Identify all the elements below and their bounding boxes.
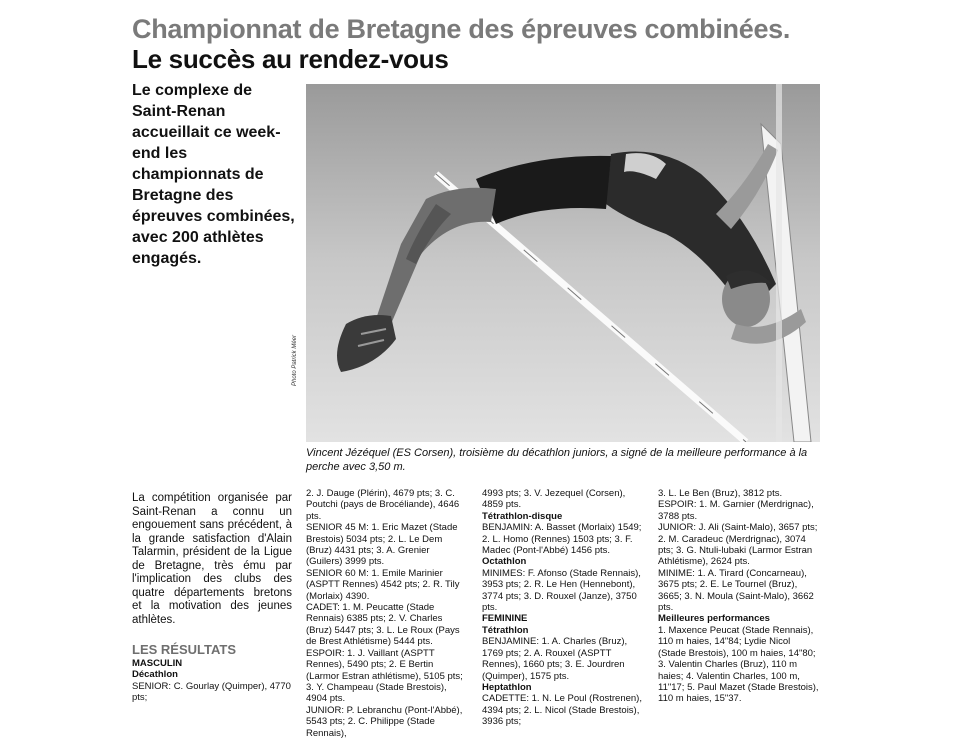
result-line: MINIMES: F. Afonso (Stade Rennais), 3953 pts; 2. R. Le Hen (Hennebont), 3774 pts; 3. D. Rouxel (Janze), 3750 pts. bbox=[482, 567, 641, 614]
results-column-3 bbox=[482, 488, 644, 728]
photo-caption: Vincent Jézéquel (ES Corsen), troisième du décathlon juniors, a signé de la meilleure performance à la perche avec 3,50 m. bbox=[306, 447, 808, 473]
result-line: 2. J. Dauge (Plérin), 4679 pts; 3. C. Poutchi (pays de Brocéliande), 4646 pts. bbox=[306, 488, 460, 522]
result-line: ESPOIR: 1. M. Garnier (Merdrignac), 3788 pts. bbox=[658, 499, 814, 522]
result-line: 4993 pts; 3. V. Jezequel (Corsen), 4859 pts. bbox=[482, 488, 626, 511]
headline-kicker: Championnat de Bretagne des épreuves combinées. bbox=[132, 14, 791, 44]
results-column-4 bbox=[658, 488, 820, 705]
lead-paragraph: La compétition organisée par Saint-Renan a connu un engouement sans précédent, à la grande satisfaction d'Alain Talarmin, président de la Ligue de Bretagne, très ému par l'implication des clubs des quatre départements bretons et la motivation des jeunes athlètes. bbox=[132, 492, 292, 626]
section-decathlon: Décathlon bbox=[132, 669, 178, 681]
result-line: SENIOR 45 M: 1. Eric Mazet (Stade Brestois) 5034 pts; 2. L. Le Dem (Bruz) 4431 pts; 3. A. Grenier (Guilers) 3999 pts. bbox=[306, 522, 458, 568]
section-masculin: MASCULIN bbox=[132, 658, 183, 669]
upright-standard bbox=[776, 84, 782, 442]
result-line: 1. Maxence Peucat (Stade Rennais), 110 m haies, 14"84; Lydie Nicol (Stade Brestois), 100 m haies, 14"80; 3. Valentin Charles (Bruz), 110 m haies; 4. Valentin Charles, 100 m, 11"17; 5. Paul Mazet (Stade Brestois), 110 m haies, 15"37. bbox=[658, 624, 819, 705]
result-line: 3. L. Le Ben (Bruz), 3812 pts. bbox=[658, 488, 783, 499]
result-line: JUNIOR: P. Lebranchu (Pont-l'Abbé), 5543 pts; 2. C. Philippe (Stade Rennais), bbox=[306, 704, 463, 739]
result-line: BENJAMIN: A. Basset (Morlaix) 1549; 2. L. Homo (Rennes) 1503 pts; 3. F. Madec (Pont-l'Abbé) 1456 pts. bbox=[482, 522, 642, 557]
result-line: CADETTE: 1. N. Le Poul (Rostrenen), 4394 pts; 2. L. Nicol (Stade Brestois), 3936 pts; bbox=[482, 693, 642, 728]
results-heading: LES RÉSULTATS bbox=[132, 642, 236, 657]
result-heading: Meilleures performances bbox=[658, 613, 770, 625]
result-line: CADET: 1. M. Peucatte (Stade Rennais) 6385 pts; 2. V. Charles (Bruz) 5447 pts; 3. L. Le Roux (Pays de Brest Athlétisme) 5444 pts. bbox=[306, 602, 460, 648]
result-line: BENJAMINE: 1. A. Charles (Bruz), 1769 pts; 2. A. Rouxel (ASPTT Rennes), 1660 pts; 3. E. Jourdren (Quimper), 1575 pts. bbox=[482, 636, 628, 682]
result-heading: Tétrathlon-disque bbox=[482, 510, 563, 522]
result-heading: Heptathlon bbox=[482, 681, 532, 693]
result-heading: FEMININE bbox=[482, 613, 528, 625]
photo-credit: Photo Patrick Méer bbox=[292, 334, 298, 386]
result-heading: Octathlon bbox=[482, 556, 527, 568]
pole-vault-photo bbox=[306, 84, 820, 442]
intro-paragraph: Le complexe de Saint-Renan accueillait ce week-end les championnats de Bretagne des épreuves combinées, avec 200 athlètes engagés. bbox=[132, 82, 295, 267]
result-line: SENIOR 60 M: 1. Emile Marinier (ASPTT Rennes) 4542 pts; 2. R. Tily (Morlaix) 4390. bbox=[306, 567, 460, 602]
result-line: ESPOIR: 1. J. Vaillant (ASPTT Rennes), 5490 pts; 2. E Bertin (Larmor Estran athlétisme), 5105 pts; 3. Y. Champeau (Stade Brestois), 4904 pts. bbox=[306, 647, 463, 705]
result-senior: SENIOR: C. Gourlay (Quimper), 4770 pts; bbox=[132, 680, 291, 704]
results-start bbox=[132, 658, 292, 704]
result-line: JUNIOR: J. Ali (Saint-Malo), 3657 pts; 2. M. Caradeuc (Merdrignac), 3074 pts; 3. G. Ntuli-lubaki (Larmor Estran Athlétisme), 2624 pts. bbox=[658, 522, 818, 568]
photo-illustration bbox=[306, 84, 820, 442]
result-heading: Tétrathlon bbox=[482, 624, 529, 636]
headline: Le succès au rendez-vous bbox=[132, 44, 449, 74]
result-line: MINIME: 1. A. Tirard (Concarneau), 3675 pts; 2. E. Le Tournel (Bruz), 3665; 3. N. Moula (Saint-Malo), 3662 pts. bbox=[658, 567, 814, 614]
results-column-2 bbox=[306, 488, 468, 739]
